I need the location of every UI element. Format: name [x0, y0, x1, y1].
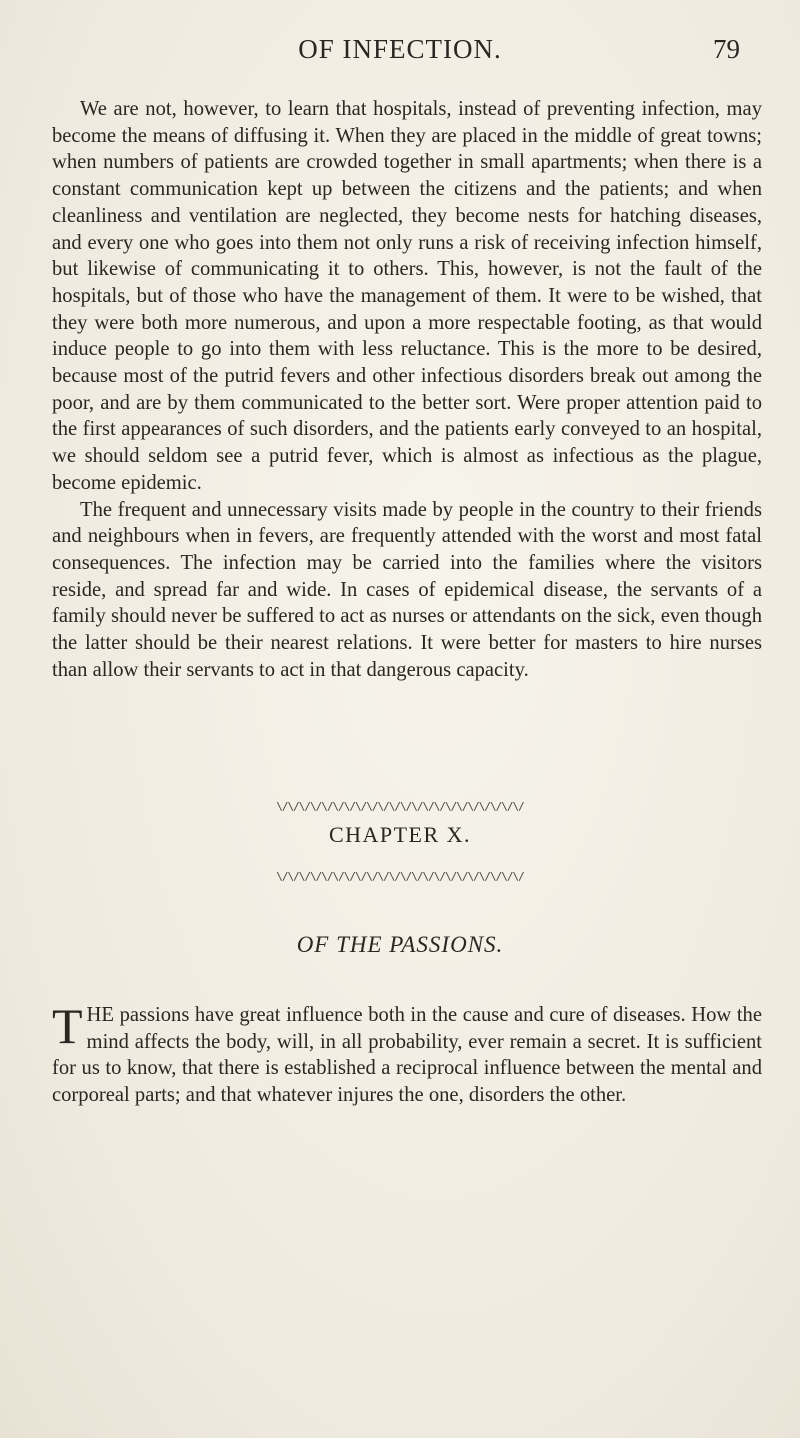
- page-number: 79: [713, 34, 740, 64]
- paragraph-passions-text: passions have great influence both in the cause and cure of diseases. How the mind affects the body, will, in all probability, ever remain a secret. It is sufficient for us to know, that there is established a reciprocal influence between the mental and corporeal parts; and that whatever injures the one, disorders the other.: [52, 1004, 762, 1106]
- paragraph-visits: The frequent and unnecessary visits made by people in the country to their friends and neighbours when in fevers, are frequently attended with the worst and most fatal consequences. The infection may be carried into the families where the visitors reside, and spread far and wide. In cases of epidemical disease, the servants of a family should never be suffered to act as nurses or attendants on the sick, even though the latter should be their nearest relations. It were better for masters to hire nurses than allow their servants to act in that dangerous capacity.: [52, 498, 762, 681]
- paragraph-passions: [52, 998, 762, 1108]
- chapter-heading: CHAPTER X.: [328, 822, 472, 847]
- chapter-title: OF THE PASSIONS.: [296, 932, 504, 957]
- section-text: [52, 96, 762, 683]
- ornament-rule-bottom: \/\/\/\/\/\/\/\/\/\/\/\/\/\/\/\/\/\/\/\/\/\/: [276, 870, 524, 883]
- first-word-rest: HE: [86, 1004, 114, 1026]
- ornament-rule-top: \/\/\/\/\/\/\/\/\/\/\/\/\/\/\/\/\/\/\/\/\/\/: [276, 800, 524, 813]
- chapter-text: [52, 998, 762, 1108]
- paragraph-hospitals: We are not, however, to learn that hospitals, instead of preventing infection, may become the means of diffusing it. When they are placed in the middle of great towns; when numbers of patients are crowded together in small apartments; when there is a constant communication kept up between the citizens and the patients; and when cleanliness and ventilation are neglected, they become nests for hatching diseases, and every one who goes into them not only runs a risk of receiving infection himself, but likewise of communicating it to others. This, however, is not the fault of the hospitals, but of those who have the management of them. It were to be wished, that they were both more numerous, and upon a more respectable footing, as that would induce people to go into them with less reluctance. This is the more to be desired, because most of the putrid fevers and other infectious disorders break out among the poor, and are by them communicated to the better sort. Were proper attention paid to the first appearances of such disorders, and the patients early conveyed to an hospital, we should seldom see a putrid fever, which is almost as infectious as the plague, become epidemic.: [52, 98, 762, 494]
- running-title: OF INFECTION.: [298, 34, 502, 64]
- drop-cap: T: [52, 998, 83, 1054]
- page-header: [0, 30, 800, 70]
